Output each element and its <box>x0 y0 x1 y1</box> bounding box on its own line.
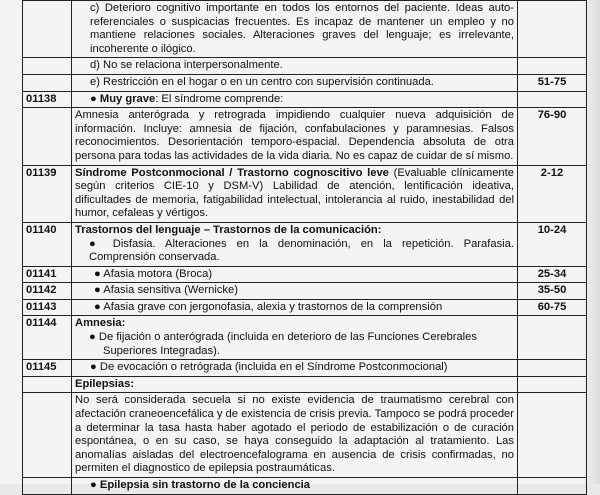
range-cell <box>518 91 587 108</box>
range-cell <box>518 478 587 495</box>
code-cell <box>23 376 72 393</box>
description-cell <box>72 316 518 360</box>
range-cell <box>518 58 587 75</box>
section-heading: Síndrome Postconmocional / Trastorno cognoscitivo leve <box>75 166 389 179</box>
code-cell <box>23 478 72 495</box>
table-row <box>23 360 587 377</box>
description-cell: c) Deterioro cognitivo importante en todos los entornos del paciente. Ideas auto-referenciales o suspicacias frecuentes. Es incapaz de mantener un empleo y no mantiene relaciones sociales. Alteraciones graves del lenguaje; es irrelevante, incoherente o ilógico. <box>72 1 518 58</box>
table-row <box>23 299 587 316</box>
range-cell <box>518 393 587 478</box>
description-cell <box>72 165 518 222</box>
bullet-icon: ● <box>90 361 100 374</box>
range-cell: 60-75 <box>518 299 587 316</box>
range-cell <box>518 376 587 393</box>
code-cell: 01138 <box>23 91 72 108</box>
disability-rating-table <box>22 0 587 495</box>
table-row <box>23 108 587 165</box>
description-cell: ● Afasia sensitiva (Wernicke) <box>72 283 518 300</box>
range-cell <box>518 316 587 360</box>
code-cell <box>23 58 72 75</box>
table-row <box>23 393 587 478</box>
description-cell: ● Afasia grave con jergonofasia, alexia y trastornos de la comprensión <box>72 299 518 316</box>
range-cell: 35-50 <box>518 283 587 300</box>
table-row <box>23 376 587 393</box>
description-cell: ● Afasia motora (Broca) <box>72 266 518 283</box>
description-cell: e) Restricción en el hogar o en un centro con supervisión continuada. <box>72 74 518 91</box>
bullet-icon: ● <box>94 267 104 280</box>
code-cell <box>23 393 72 478</box>
table-row <box>23 58 587 75</box>
bullet-icon: ● <box>90 479 100 491</box>
range-cell: 76-90 <box>518 108 587 165</box>
range-cell: 2-12 <box>518 165 587 222</box>
section-text: (Evaluable clínicamente según criterios CIE-10 y DSM-V) Labilidad de atención, lentificación ideativa, dificultades de memoria, fatigabilidad intelectual, intolerancia al ruido, inestabilidad del humor, cefaleas y vértigos. <box>75 166 514 220</box>
range-cell: 10-24 <box>518 222 587 266</box>
item-text: ● De fijación o anterógrada (incluida en deterioro de las Funciones Cerebrales Superiores Integradas). <box>89 331 477 357</box>
code-cell: 01144 <box>23 316 72 360</box>
code-cell: 01143 <box>23 299 72 316</box>
table-row <box>23 266 587 283</box>
severity-text: : El síndrome comprende: <box>155 92 284 105</box>
code-cell: 01139 <box>23 165 72 222</box>
code-cell <box>23 1 72 58</box>
bullet-icon: ● <box>89 331 99 344</box>
code-cell <box>23 108 72 165</box>
section-heading: Amnesia: <box>75 317 126 330</box>
range-cell: 51-75 <box>518 74 587 91</box>
bullet-icon: ● <box>94 284 104 297</box>
description-cell: Epilepsias: <box>72 376 518 393</box>
description-cell: Amnesia anterógrada y retrograda impidiendo cualquier nueva adquisición de información. Incluye: amnesia de fijación, confabulaciones y paramnesias. Falsos reconocimientos. Desorientación temporo-espacial. Dependencia absoluta de otra persona para todas las actividades de la vida diaria. No es capaz de cuidar de sí mismo. <box>72 108 518 165</box>
severity-label: Muy grave <box>99 92 156 105</box>
table-row <box>23 478 587 495</box>
description-cell: ● Epilepsia sin trastorno de la conciencia <box>72 478 518 495</box>
range-cell: 25-34 <box>518 266 587 283</box>
table-row <box>23 283 587 300</box>
table-row <box>23 165 587 222</box>
code-cell: 01141 <box>23 266 72 283</box>
description-cell <box>72 222 518 266</box>
description-cell: ● De evocación o retrógrada (incluida en el Síndrome Postconmocional) <box>72 360 518 377</box>
range-cell <box>518 360 587 377</box>
table-row <box>23 222 587 266</box>
table-row <box>23 316 587 360</box>
code-cell <box>23 74 72 91</box>
description-cell: d) No se relaciona interpersonalmente. <box>72 58 518 75</box>
table-row <box>23 74 587 91</box>
description-cell: No será considerada secuela si no existe evidencia de traumatismo cerebral con afectación craneoencefálica y de existencia de crisis previa. Tampoco se podrá proceder a determinar la tasa hasta haber agotado el periodo de estabilización o de curación espontánea, o en su caso, se haya conseguido la adaptación al tratamiento. Las anomalías aisladas del electroencefalograma en ausencia de crisis confirmadas, no permiten el diagnostico de epilepsia postraumáticas. <box>72 393 518 478</box>
code-cell: 01142 <box>23 283 72 300</box>
description-cell <box>72 91 518 108</box>
bullet-icon: ● <box>90 92 100 105</box>
section-heading: Trastornos del lenguaje – Trastornos de la comunicación: <box>75 223 382 236</box>
table-row <box>23 91 587 108</box>
bullet-icon: ● <box>89 237 113 250</box>
item-text: ● Disfasia. Alteraciones en la denominación, en la repetición. Parafasia. Comprensión conservada. <box>89 237 514 264</box>
table-row <box>23 1 587 58</box>
code-cell: 01145 <box>23 360 72 377</box>
range-cell <box>518 1 587 58</box>
bullet-icon: ● <box>94 300 104 313</box>
code-cell: 01140 <box>23 222 72 266</box>
